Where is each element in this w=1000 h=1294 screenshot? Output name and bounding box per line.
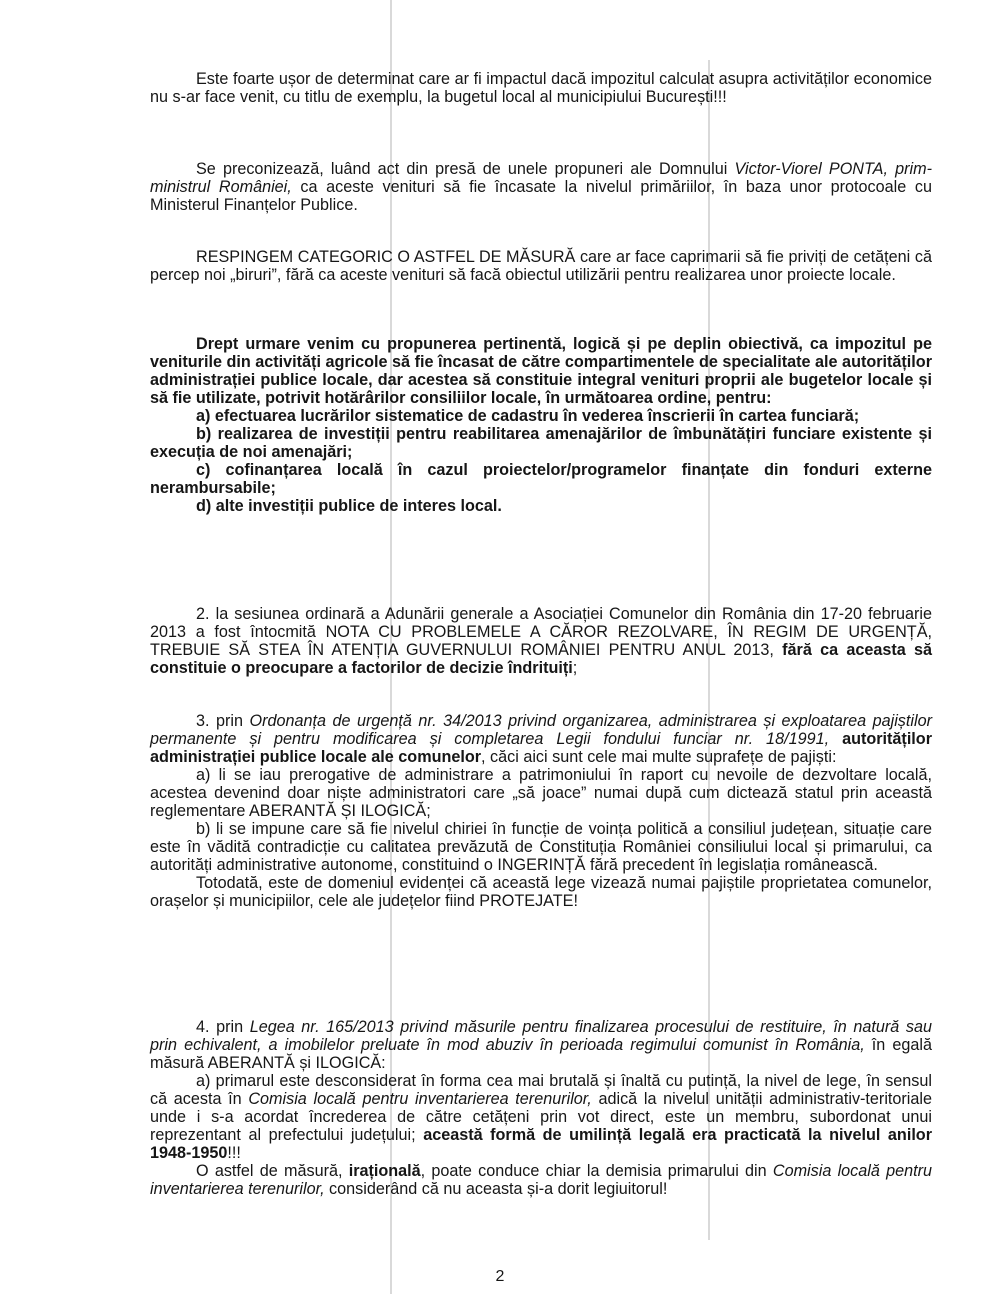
paragraph-text: adică la nivelul unității administrativ-teritoriale unde i s-a acordat încrederea de către cetățeni prin vot direct, este un membru, subordonat unui reprezentant al prefectului județului; bbox=[150, 1090, 932, 1144]
paragraph-text: RESPINGEM CATEGORIC O ASTFEL DE MĂSURĂ care ar face caprimarii să fie priviți de cetățeni că percep noi „biruri”, fără ca aceste venituri să facă obiectul utilizării pentru realizarea unor proiecte locale. bbox=[150, 248, 932, 284]
emphasis-text: autorităților administrației publice locale ale comunelor bbox=[150, 730, 932, 766]
paragraph-impact bbox=[150, 70, 932, 106]
section-legea bbox=[150, 1018, 932, 1198]
paragraph-text: 4. prin bbox=[196, 1018, 250, 1036]
list-item-c: c) cofinanțarea locală în cazul proiectelor/programelor finanțate din fonduri externe nerambursabile; bbox=[150, 461, 932, 497]
paragraph-text: ; bbox=[572, 659, 578, 677]
paragraph-text: a) primarul este desconsiderat în forma cea mai brutală și înaltă cu putință, la nivel de lege, în sensul că acesta în bbox=[150, 1072, 932, 1108]
paragraph-text: , poate conduce chiar la demisia primarului din bbox=[420, 1162, 773, 1180]
person-name: Victor-Viorel PONTA, prim-ministrul României, bbox=[150, 160, 932, 196]
paragraph-text: ca aceste venituri să fie încasate la nivelul primăriilor, în baza unor protocoale cu Ministerul Finanțelor Publice. bbox=[150, 178, 932, 214]
emphasis-text: fără ca aceasta să constituie o preocupare a factorilor de decizie îndrituiți bbox=[150, 641, 932, 677]
paragraph-text: 3. prin bbox=[196, 712, 250, 730]
paragraph-totodata: Totodată, este de domeniul evidenței că această lege vizează numai pajiștile proprietatea comunelor, orașelor și municipiilor, cele ale județelor fiind PROTEJATE! bbox=[150, 874, 932, 910]
paragraph-respingem bbox=[150, 248, 932, 284]
page-number: 2 bbox=[495, 1268, 505, 1285]
paragraph-ordonanta bbox=[150, 712, 932, 766]
paragraph-text: considerând că nu aceasta și-a dorit legiuitorul! bbox=[324, 1180, 668, 1198]
emphasis-text: această formă de umilință legală era practicată la nivelul anilor 1948-1950 bbox=[150, 1126, 932, 1162]
list-item-a bbox=[150, 1072, 932, 1162]
list-item-b: b) realizarea de investiții pentru reabilitarea amenajărilor de îmbunătățiri funciare existente și execuția de noi amenajări; bbox=[150, 425, 932, 461]
list-item-a: a) efectuarea lucrărilor sistematice de cadastru în vederea înscrierii în cartea funciară; bbox=[196, 407, 860, 425]
paragraph-text: în egală măsură ABERANTĂ și ILOGICĂ: bbox=[150, 1036, 932, 1072]
paragraph-concluzie bbox=[150, 1162, 932, 1198]
commission-name: Comisia locală pentru inventarierea terenurilor, bbox=[248, 1090, 592, 1108]
paragraph-text: Este foarte ușor de determinat care ar fi impactul dacă impozitul calculat asupra activităților economice nu s-ar face venit, cu titlu de exemplu, la bugetul local al municipiului București!!! bbox=[150, 70, 932, 106]
paragraph-text: , căci aici sunt cele mai multe suprafețe de pajiști: bbox=[481, 748, 837, 766]
paragraph-text: !!! bbox=[227, 1144, 241, 1162]
list-item-d: d) alte investiții publice de interes local. bbox=[196, 497, 502, 515]
paragraph-text: Se preconizează, luând act din presă de unele propuneri ale Domnului bbox=[196, 160, 735, 178]
emphasis-text: irațională bbox=[348, 1162, 421, 1180]
paragraph-sesiune bbox=[150, 605, 932, 677]
law-title: Ordonanța de urgență nr. 34/2013 privind organizarea, administrarea și exploatarea pajiștilor permanente și pentru modificarea și completarea Legii fondului funciar nr. 18/1991, bbox=[150, 712, 932, 748]
list-item-b: b) li se impune care să fie nivelul chiriei în funcție de voința politică a consiliul județean, situație care este în vădită contradicție cu calitatea prevăzută de Constituția României consiliului local și primarului, ca autorități administrative autonome, constituind o INGERINȚĂ fără precedent în legislația românească. bbox=[150, 820, 932, 874]
paragraph-text: O astfel de măsură, bbox=[196, 1162, 349, 1180]
list-item-a: a) li se iau prerogative de administrare a patrimoniului în raport cu nevoile de dezvoltare locală, acestea devenind doar niște administratori care „să joace” numai după cum dictează statul prin această reglementare ABERANTĂ ȘI ILOGICĂ; bbox=[150, 766, 932, 820]
commission-name: Comisia locală pentru inventarierea terenurilor, bbox=[150, 1162, 932, 1198]
law-title: Legea nr. 165/2013 privind măsurile pentru finalizarea procesului de restituire, în natură sau prin echivalent, a imobilelor preluate în mod abuziv în perioada regimului comunist în România, bbox=[150, 1018, 932, 1054]
section-ordonanta bbox=[150, 712, 932, 910]
section-propunere bbox=[150, 335, 932, 515]
paragraph-legea bbox=[150, 1018, 932, 1072]
paragraph-propuneri bbox=[150, 160, 932, 214]
paragraph-text: 2. la sesiunea ordinară a Adunării generale a Asociației Comunelor din România din 17-20 februarie 2013 a fost întocmită NOTA CU PROBLEMELE A CĂROR REZOLVARE, ÎN REGIM DE URGENȚĂ, TREBUIE SĂ STEA ÎN ATENȚIA GUVERNULUI ROMÂNIEI PENTRU ANUL 2013, bbox=[150, 605, 932, 659]
proposal-intro: Drept urmare venim cu propunerea pertinentă, logică și pe deplin obiectivă, ca impozitul pe veniturile din activități agricole să fie încasat de către compartimentele de specialitate ale autorităților administrației publice locale, dar acestea să constituie integral venituri proprii ale bugetelor locale și să fie utilizate, potrivit hotărârilor consiliilor locale, în următoarea ordine, pentru: bbox=[150, 335, 932, 407]
